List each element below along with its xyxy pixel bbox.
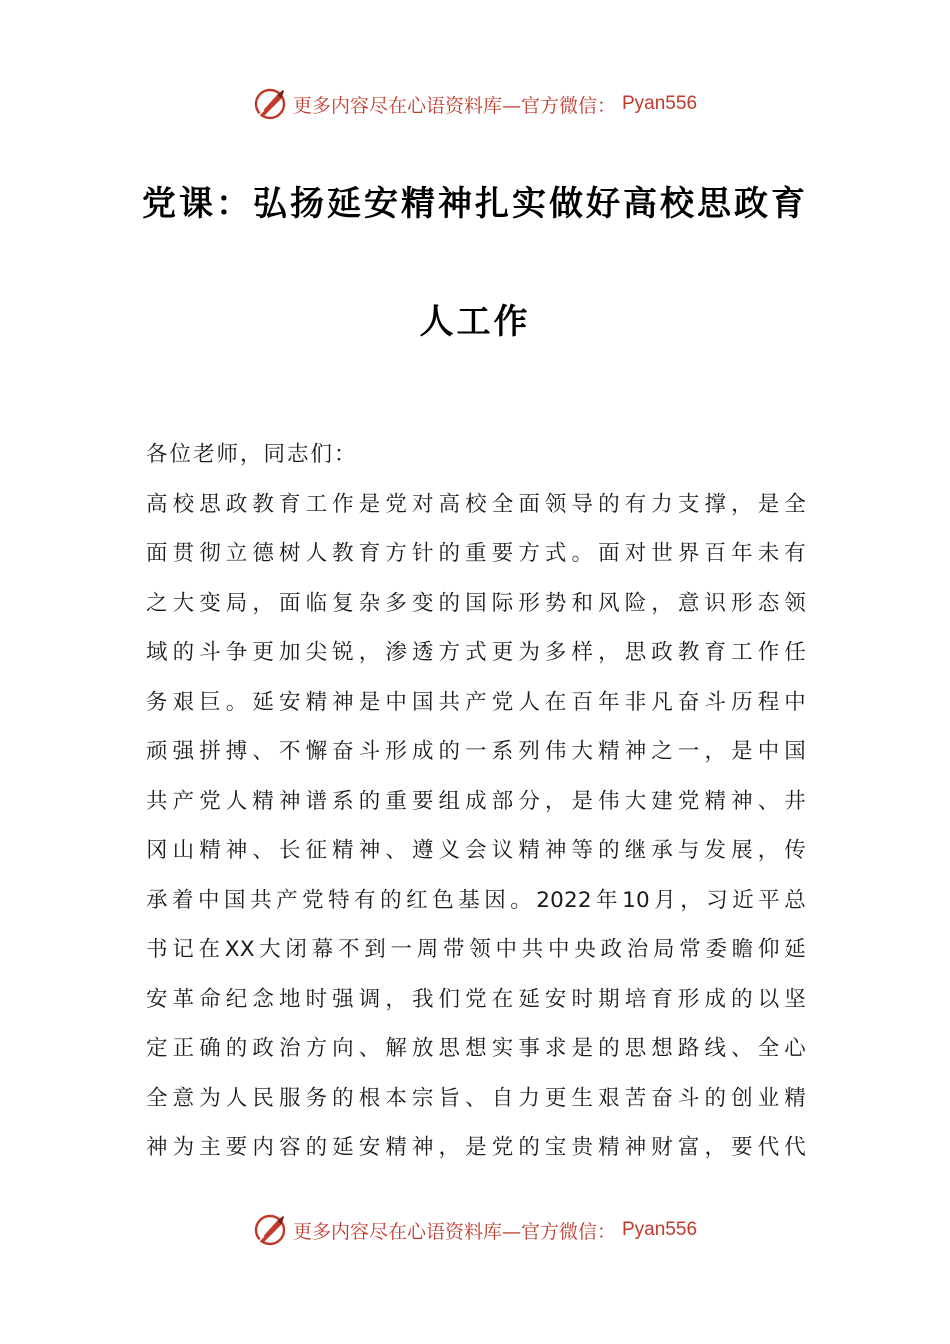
text-line: 域的斗争更加尖锐，渗透方式更为多样，思政教育工作任	[146, 640, 806, 665]
quill-logo-icon	[253, 1213, 287, 1247]
text-line: 共产党人精神谱系的重要组成部分，是伟大建党精神、井	[146, 788, 806, 814]
greeting: 各位老师，同志们：	[146, 442, 358, 467]
watermark-text: 更多内容尽在心语资料库—官方微信：	[292, 1220, 616, 1243]
document-title-line-2: 人工作	[419, 302, 531, 342]
document-body	[146, 430, 806, 1173]
text-line: 定正确的政治方向、解放思想实事求是的思想路线、全心	[146, 1036, 806, 1061]
document-title-line-1: 党课：弘扬延安精神扎实做好高校思政育	[142, 184, 808, 224]
header-watermark	[0, 84, 950, 124]
text-line: 之大变局，面临复杂多变的国际形势和风险，意识形态领	[146, 590, 806, 616]
watermark-text: 更多内容尽在心语资料库—官方微信：	[292, 94, 616, 117]
quill-logo-icon	[253, 87, 287, 121]
footer-watermark	[0, 1210, 950, 1250]
wechat-id: Pyan556	[622, 1219, 698, 1240]
text-line: 高校思政教育工作是党对高校全面领导的有力支撑，是全	[146, 491, 806, 517]
text-line: 安革命纪念地时强调，我们党在延安时期培育形成的以坚	[146, 986, 806, 1012]
text-line: 书记在XX大闭幕不到一周带领中共中央政治局常委瞻仰延	[146, 937, 806, 962]
text-line: 神为主要内容的延安精神，是党的宝贵精神财富，要代代	[146, 1135, 806, 1160]
text-line: 全意为人民服务的根本宗旨、自力更生艰苦奋斗的创业精	[146, 1085, 806, 1111]
text-line: 冈山精神、长征精神、遵义会议精神等的继承与发展，传	[146, 838, 806, 863]
text-line: 面贯彻立德树人教育方针的重要方式。面对世界百年未有	[146, 541, 806, 566]
text-line: 承着中国共产党特有的红色基因。2022年10月，习近平总	[146, 887, 806, 913]
text-line: 顽强拼搏、不懈奋斗形成的一系列伟大精神之一，是中国	[146, 739, 806, 764]
wechat-id: Pyan556	[622, 93, 698, 114]
text-line: 务艰巨。延安精神是中国共产党人在百年非凡奋斗历程中	[146, 689, 806, 715]
